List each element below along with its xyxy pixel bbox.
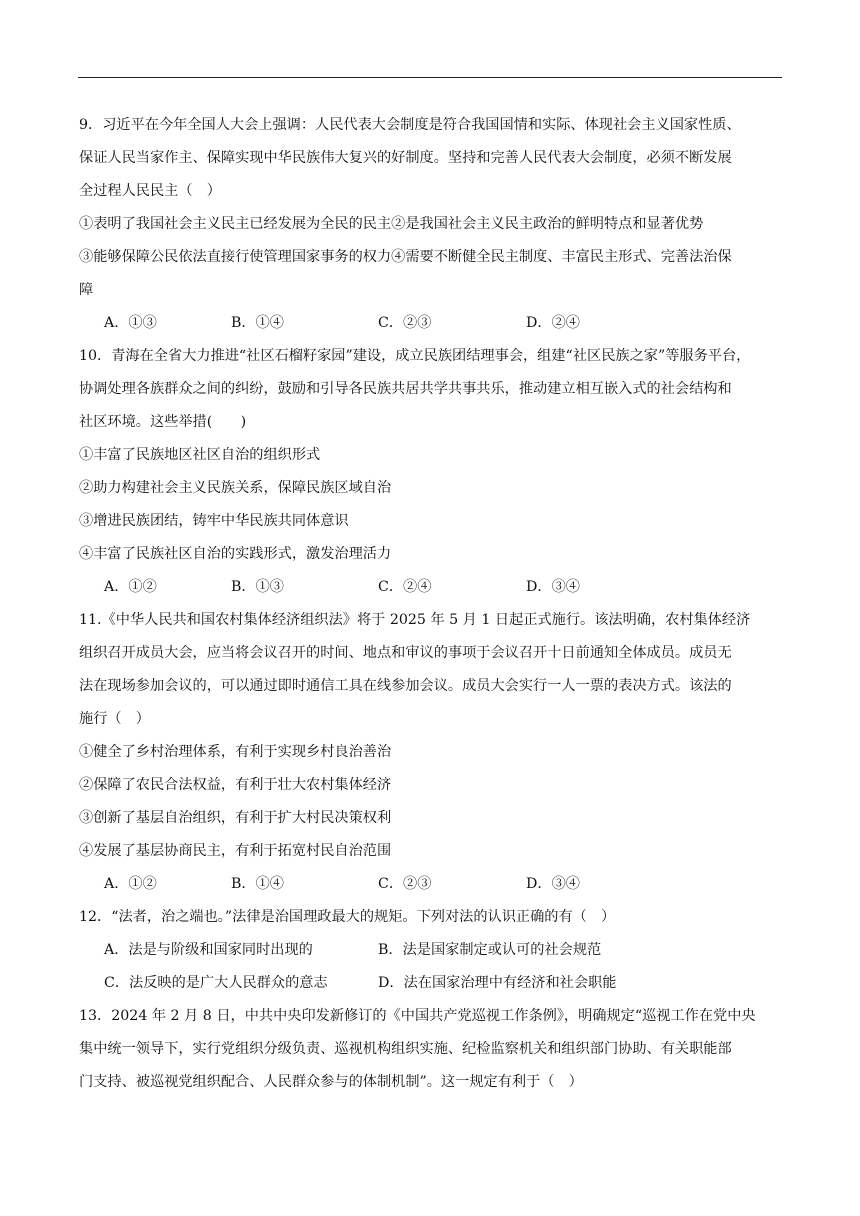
header-rule: [78, 77, 782, 78]
question-stem-line: 保证人民当家作主、保障实现中华民族伟大复兴的好制度。坚持和完善人民代表大会制度，必须不断发展: [79, 150, 732, 166]
statement-line: ①丰富了民族地区社区自治的组织形式: [79, 447, 321, 463]
statement-line: ②助力构建社会主义民族关系，保障民族区域自治: [79, 480, 392, 496]
statement-line: ①表明了我国社会主义民主已经发展为全民的民主②是我国社会主义民主政治的鲜明特点和显著优势: [79, 216, 704, 232]
answer-options: [79, 307, 779, 340]
option-a: A．①②: [104, 579, 157, 595]
statement-line: ③能够保障公民依法直接行使管理国家事务的权力④需要不断健全民主制度、丰富民主形式、完善法治保: [79, 249, 732, 265]
option-c: C．②④: [378, 579, 432, 595]
statement-line: ②保障了农民合法权益，有利于壮大农村集体经济: [79, 777, 392, 793]
option-a: A．①②: [104, 876, 157, 892]
option-c: C．②③: [378, 315, 432, 331]
statement-line: ④发展了基层协商民主，有利于拓宽村民自治范围: [79, 843, 392, 859]
question-stem-line: 集中统一领导下，实行党组织分级负责、巡视机构组织实施、纪检监察机关和组织部门协助、有关职能部: [79, 1041, 732, 1057]
option-a: A．①③: [104, 315, 157, 331]
question-12: [79, 901, 779, 1000]
option-b: B．①④: [231, 315, 284, 331]
question-9: [79, 109, 779, 340]
option-b: B．①④: [231, 876, 284, 892]
question-stem-line: 协调处理各族群众之间的纠纷，鼓励和引导各民族共居共学共事共乐，推动建立相互嵌入式的社会结构和: [79, 381, 732, 397]
option-a: A．法是与阶级和国家同时出现的: [104, 942, 313, 958]
statement-line: ④丰富了民族社区自治的实践形式，激发治理活力: [79, 546, 392, 562]
question-stem-line: 施行（ ）: [79, 711, 150, 727]
question-stem-line: 10．青海在全省大力推进“社区石榴籽家园”建设，成立民族团结理事会，组建“社区民族之家”等服务平台，: [79, 348, 751, 364]
question-stem-line: 9．习近平在今年全国人大会上强调：人民代表大会制度是符合我国国情和实际、体现社会主义国家性质、: [79, 117, 741, 133]
question-stem-line: 12．“法者，治之端也。”法律是治国理政最大的规矩。下列对法的认识正确的有（ ）: [79, 909, 616, 925]
statement-line: ③增进民族团结，铸牢中华民族共同体意识: [79, 513, 349, 529]
question-13: [79, 1000, 779, 1099]
question-stem-line: 全过程人民民主（ ）: [79, 183, 221, 199]
answer-options: [79, 967, 779, 1000]
option-b: B．①③: [231, 579, 284, 595]
option-d: D．③④: [526, 876, 580, 892]
question-11: [79, 604, 779, 901]
question-stem-line: 社区环境。这些举措( ): [79, 414, 247, 430]
option-b: B．法是国家制定或认可的社会规范: [378, 942, 602, 958]
statement-line: ③创新了基层自治组织，有利于扩大村民决策权利: [79, 810, 392, 826]
answer-options: [79, 571, 779, 604]
option-d: D．②④: [526, 315, 580, 331]
answer-options: [79, 868, 779, 901]
question-stem-line: 11.《中华人民共和国农村集体经济组织法》将于 2025 年 5 月 1 日起正式施行。该法明确，农村集体经济: [79, 612, 751, 628]
statement-line: ①健全了乡村治理体系，有利于实现乡村良治善治: [79, 744, 392, 760]
question-stem-line: 门支持、被巡视党组织配合、人民群众参与的体制机制”。这一规定有利于（ ）: [79, 1074, 583, 1090]
question-10: [79, 340, 779, 604]
answer-options: [79, 934, 779, 967]
option-d: D．法在国家治理中有经济和社会职能: [378, 975, 617, 991]
question-stem-line: 组织召开成员大会，应当将会议召开的时间、地点和审议的事项于会议召开十日前通知全体成员。成员无: [79, 645, 732, 661]
question-stem-line: 13．2024 年 2 月 8 日，中共中央印发新修订的《中国共产党巡视工作条例》，明确规定“巡视工作在党中央: [79, 1008, 756, 1024]
option-d: D．③④: [526, 579, 580, 595]
question-stem-line: 法在现场参加会议的，可以通过即时通信工具在线参加会议。成员大会实行一人一票的表决方式。该法的: [79, 678, 732, 694]
statement-line: 障: [79, 282, 94, 298]
option-c: C．②③: [378, 876, 432, 892]
option-c: C．法反映的是广大人民群众的意志: [104, 975, 328, 991]
question-list: [79, 109, 779, 1099]
